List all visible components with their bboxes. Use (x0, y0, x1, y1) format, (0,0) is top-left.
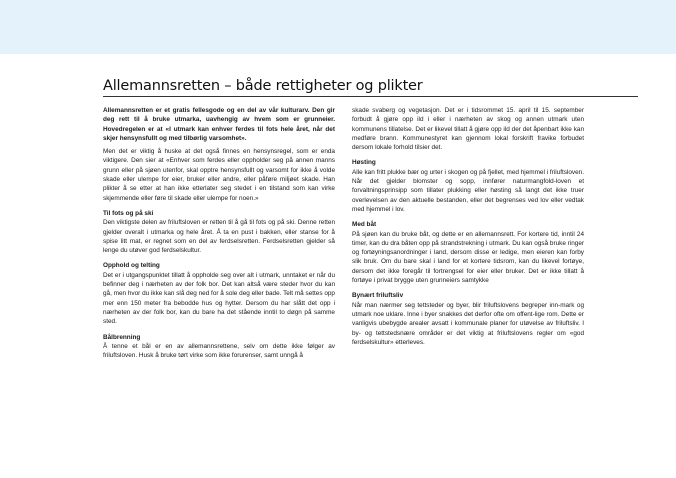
intro-paragraph: Men det er viktig å huske at det også finnes en hensynsregel, som er enda viktigere. Den sier at «Enhver som ferdes eller oppholder seg på annen manns grunn eller på sjøen utenfor, skal opptre hensynsfullt og varsomt for ikke å volde skade eller ulempe for eier, bruker eller andre, eller påføre miljøet skade. Han plikter å se etter at han ikke etterlater seg stedet i en tilstand som kan virke skjemmende eller føre til skade eller ulempe for noen.» (103, 148, 335, 202)
section-text-med-bat: På sjøen kan du bruke båt, og dette er en allemannsrett. For kortere tid, inntil 24 timer, kan du dra båten opp på strandstrekning i utmark. Du kan også bruke ringer og fortøyningsanordninger i land, dersom disse er ledige, men eieren kan forby slik bruk. Om du bare skal i land for et kortere tidsrom, kan du likevel fortøye, dersom det ikke foregår til fortrengsel for eier eller bruker. Det er ikke tillatt å fortøye i privat brygge uten grunneiers samtykke (352, 230, 584, 285)
section-heading-opphold: Opphold og telting (103, 262, 160, 270)
section-heading-hosting: Høsting (352, 159, 376, 167)
section-heading-bynaert: Bynært friluftsliv (352, 292, 404, 300)
section-heading-med-bat: Med båt (352, 221, 377, 229)
section-heading-balbrenning: Bålbrenning (103, 333, 141, 341)
right-column (352, 106, 584, 351)
section-text-opphold: Det er i utgangspunktet tillatt å oppholde seg over alt i utmark, unntaket er når du befinner deg i nærheten av der folk bor. Det kan altså være steder hvor du kan gå, men hvor du ikke kan slå deg ned for å sole deg eller bade. Telt må settes opp mer enn 150 meter fra bebodde hus og hytter. Dersom du har slått det opp i nærheten av der folk bor, kan du bare ha det stående inntil to døgn på samme sted. (103, 271, 335, 326)
continuation-paragraph: skade svaberg og vegetasjon. Det er i tidsrommet 15. april til 15. september forbudt å gjøre opp ild i eller i nærheten av skog og annen utmark uten kommunens tillatelse. Det er likevel tillatt å gjøre opp ild der det åpenbart ikke kan medføre brann. Kommunestyret kan gjennom lokal forskrift fravike forbudet dersom lokale forhold tilsier det. (352, 107, 584, 152)
section-heading-til-fots: Til fots og på ski (103, 209, 154, 217)
title-divider (103, 96, 638, 97)
section-text-balbrenning: Å tenne et bål er en av allemannsrettene, selv om dette ikke følger av friluftsloven. Husk å bruke tørt virke som ikke forurenser, samt unngå å (103, 342, 335, 360)
lead-paragraph: Allemannsretten er et gratis fellesgode og en del av vår kulturarv. Den gir deg rett til å bruke utmarka, uavhengig av hvem som er grunneier. Hovedregelen er at «I utmark kan enhver ferdes til fots hele året, når det skjer hensynsfullt og med tilbørlig varsomhet». (103, 107, 335, 142)
section-text-bynaert: Når man nærmer seg tettsteder og byer, blir friluftslovens begreper inn-mark og utmark noe uklare. Inne i byer snakkes det derfor ofte om offent-lige rom. Dette er vanligvis ubebygde arealer avsatt i kommunale planer for utøvelse av friluftsliv. I by- og tettstedsnære områder er det viktig at friluftslovens regler om «god ferdselskultur» etterleves. (352, 301, 584, 346)
left-column (103, 106, 335, 364)
page-title: Allemannsretten – både rettigheter og plikter (103, 78, 423, 94)
section-text-hosting: Alle kan fritt plukke bær og urter i skogen og på fjellet, med hjemmel i friluftsloven. Når det gjelder blomster og sopp, innfører naturmangfold-loven et forvaltningsprinsipp som tillater plukking eller høsting så langt det ikke truer overlevelsen av den aktuelle bestanden, eller det begrenses ved lov eller vedtak med hjemmel i lov. (352, 168, 584, 213)
section-text-til-fots: Den viktigste delen av friluftsloven er retten til å gå til fots og på ski. Denne retten gjelder overalt i utmarka og hele året. Å ta en pust i bakken, eller stanse for å spise litt mat, er regnet som en del av ferdselsretten. Ferdselsretten gjelder så lenge du utøver god ferdselskultur. (103, 219, 335, 255)
top-color-band (0, 0, 676, 54)
